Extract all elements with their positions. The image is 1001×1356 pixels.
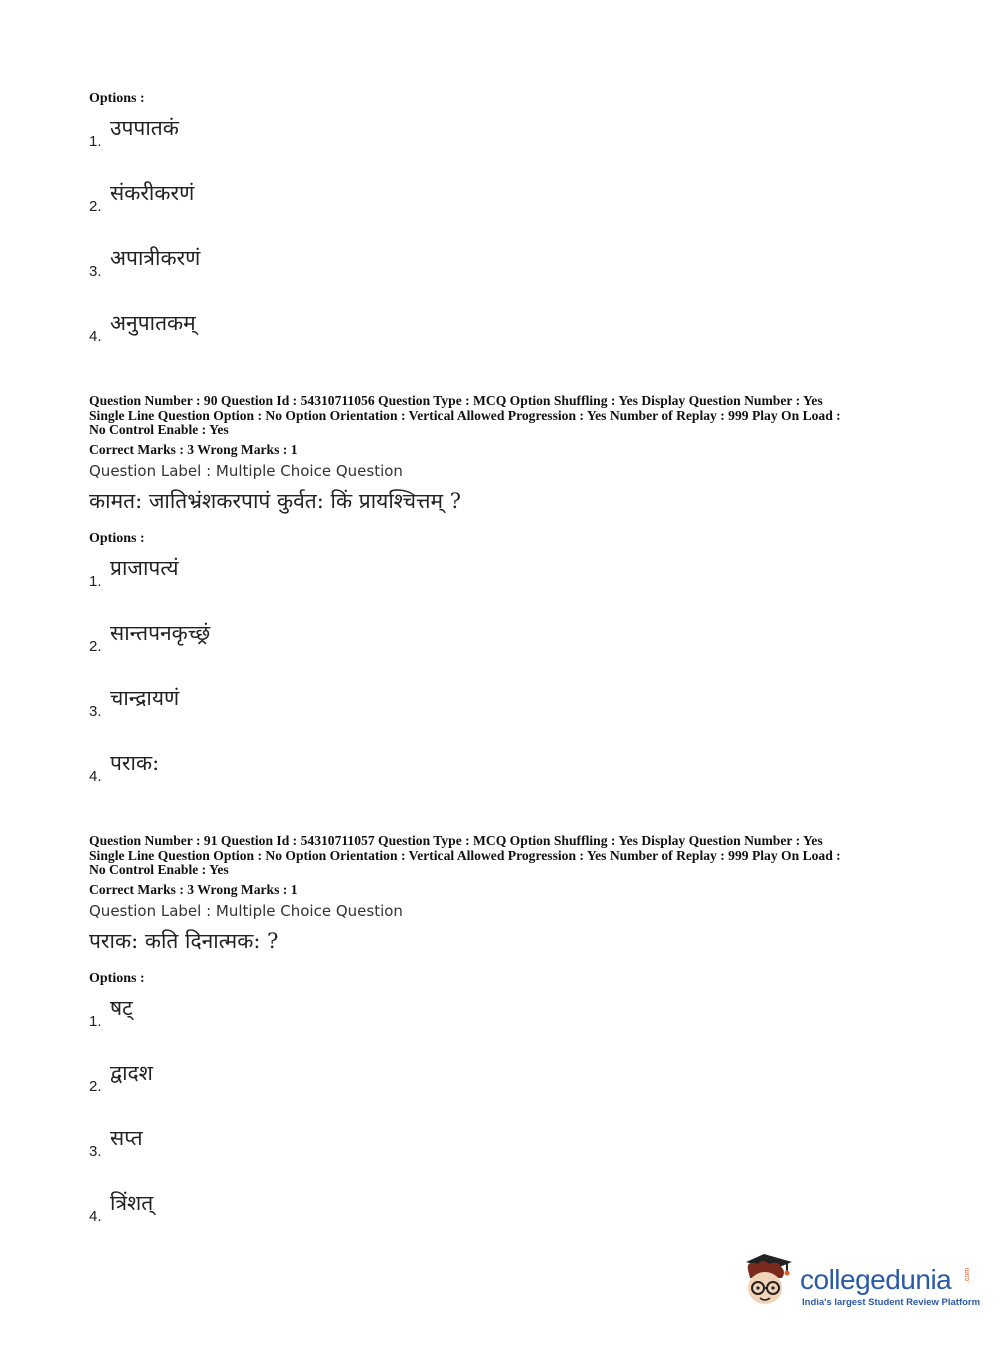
metadata-line: Question Number : 91 Question Id : 54310711057 Question Type : MCQ Option Shuffling : Yes Display Question Number : Yes (89, 833, 823, 848)
option-number: 3. (89, 1143, 102, 1160)
question-text: कामत: जातिभ्रंशकरपापं कुर्वत: किं प्रायश्चित्तम् ? (89, 489, 462, 513)
option-number: 3. (89, 263, 102, 280)
collegedunia-logo (742, 1250, 981, 1316)
metadata-line: No Control Enable : Yes (89, 422, 229, 437)
option-text: सान्तपनकृच्छ्रं (110, 621, 211, 645)
logo-tagline: India's largest Student Review Platform (802, 1297, 981, 1308)
question-label: Question Label : Multiple Choice Question (89, 462, 403, 480)
metadata-line: Question Number : 90 Question Id : 54310711056 Question Type : MCQ Option Shuffling : Yes Display Question Number : Yes (89, 393, 823, 408)
option-text: चान्द्रायणं (110, 686, 180, 710)
option-number: 3. (89, 703, 102, 720)
logo-wordmark: collegedunia (800, 1264, 952, 1295)
metadata-line: Single Line Question Option : No Option Orientation : Vertical Allowed Progression : Yes Number of Replay : 999 Play On Load : (89, 407, 841, 423)
question-marks: Correct Marks : 3 Wrong Marks : 1 (89, 442, 298, 457)
option-number: 4. (89, 328, 102, 345)
question-metadata (89, 394, 919, 438)
options-label: Options : (89, 971, 145, 986)
metadata-line: Single Line Question Option : No Option Orientation : Vertical Allowed Progression : Yes Number of Replay : 999 Play On Load : (89, 847, 841, 863)
option-number: 2. (89, 198, 102, 215)
logo-dotcom: .com (964, 1267, 972, 1284)
option-number: 1. (89, 573, 102, 590)
question-label: Question Label : Multiple Choice Question (89, 902, 403, 920)
option-text: प्राजापत्यं (110, 556, 179, 580)
question-marks: Correct Marks : 3 Wrong Marks : 1 (89, 882, 298, 897)
option-number: 4. (89, 1208, 102, 1225)
option-number: 2. (89, 1078, 102, 1095)
option-text: सप्त (110, 1126, 143, 1150)
metadata-line: No Control Enable : Yes (89, 862, 229, 877)
option-text: अनुपातकम् (110, 311, 196, 335)
mascot-icon (742, 1250, 800, 1310)
options-label: Options : (89, 91, 145, 106)
option-text: अपात्रीकरणं (110, 246, 201, 270)
option-text: पराक: (110, 751, 160, 775)
option-number: 1. (89, 1013, 102, 1030)
option-text: त्रिंशत् (110, 1191, 154, 1215)
option-number: 1. (89, 133, 102, 150)
option-number: 4. (89, 768, 102, 785)
option-text: षट् (110, 996, 133, 1020)
options-label: Options : (89, 531, 145, 546)
option-text: उपपातकं (110, 116, 179, 140)
option-text: द्वादश (110, 1061, 153, 1085)
question-metadata (89, 834, 919, 878)
option-text: संकरीकरणं (110, 181, 195, 205)
option-number: 2. (89, 638, 102, 655)
question-text: पराक: कति दिनात्मक: ? (89, 929, 279, 953)
